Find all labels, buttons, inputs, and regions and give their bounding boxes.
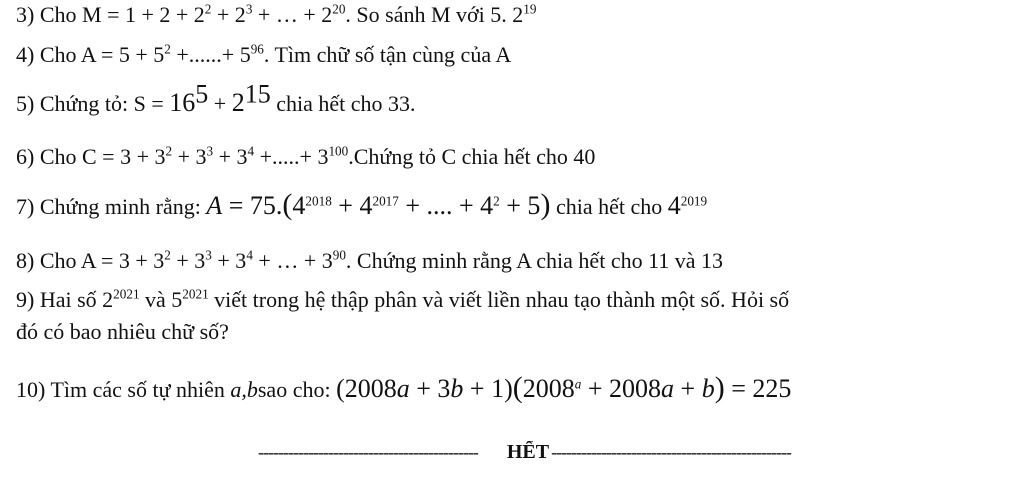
exponent: 2: [493, 193, 500, 209]
problem-number: 8): [16, 248, 35, 273]
problem-text: đó có bao nhiêu chữ số?: [16, 319, 229, 344]
math-base: 16: [169, 88, 196, 117]
exponent: 3: [245, 1, 253, 17]
problem-text: .Chứng tỏ C chia hết cho 40: [348, 144, 596, 169]
exponent: 3: [206, 143, 214, 159]
math-term: + 4: [331, 191, 373, 220]
math-term: + 5: [499, 191, 541, 220]
problem-9-continuation: [16, 319, 229, 345]
exponent: 4: [246, 247, 253, 263]
problem-number: 7): [16, 194, 35, 219]
math-term: + … + 3: [252, 248, 333, 273]
problem-4: [16, 42, 511, 68]
math-variable: A: [206, 191, 223, 220]
divider-right: ------------------------------------------------: [551, 442, 791, 462]
math-term: +......+ 5: [170, 42, 251, 67]
math-term: = 75.: [222, 191, 283, 220]
problem-3: [16, 2, 536, 28]
math-term: + 3: [211, 248, 247, 273]
exponent: 3: [205, 247, 212, 263]
open-paren: (: [282, 188, 293, 221]
math-term: +: [674, 374, 702, 403]
divider-left: --------------------------------------------: [258, 442, 478, 462]
math-variable: a,b: [230, 377, 258, 402]
problem-number: 3): [16, 2, 35, 27]
problem-text: . Chứng minh rằng A chia hết cho 11 và 13: [345, 248, 724, 273]
exponent: 15: [244, 79, 271, 109]
exponent: 96: [250, 41, 264, 57]
problem-text: viết trong hệ thập phân và viết liền nhau tạo thành một số. Hỏi số: [208, 287, 790, 312]
exponent: 20: [332, 1, 346, 17]
problem-text: sao cho:: [257, 377, 337, 402]
math-term: + … + 2: [252, 2, 333, 27]
math-term: +: [208, 91, 232, 116]
math-term: +.....+ 3: [254, 144, 329, 169]
exponent: 2021: [182, 286, 209, 302]
problem-number: 9): [16, 287, 35, 312]
math-variable: b: [450, 374, 464, 403]
problem-9: [16, 287, 789, 313]
math-base: 4: [667, 191, 681, 220]
exponent: 2018: [305, 193, 332, 209]
exponent: 2: [204, 1, 212, 17]
problem-number: 5): [16, 91, 35, 116]
problem-number: 10): [16, 377, 46, 402]
exponent: 100: [328, 143, 349, 159]
close-paren: ): [714, 371, 725, 404]
math-base: 5: [171, 287, 183, 312]
problem-text: Tìm các số tự nhiên: [50, 377, 231, 402]
problem-text: Cho A = 5 + 5: [39, 42, 165, 67]
problem-8: [16, 248, 723, 274]
exponent: 5: [195, 79, 209, 109]
math-base: 4: [292, 191, 306, 220]
math-base: 2008: [522, 374, 575, 403]
math-term: + 3: [213, 144, 248, 169]
problem-text: . So sánh M với 5. 2: [345, 2, 524, 27]
exponent: 19: [523, 1, 537, 17]
math-term: + 1): [463, 374, 513, 403]
problem-text: và: [139, 287, 172, 312]
exponent: 2019: [680, 193, 708, 209]
close-paren: ): [540, 188, 551, 221]
problem-number: 4): [16, 42, 35, 67]
problem-text: Cho A = 3 + 3: [39, 248, 165, 273]
math-term: + 2008: [581, 374, 662, 403]
exponent: 2017: [372, 193, 399, 209]
math-base: 2: [231, 88, 245, 117]
math-variable: a: [396, 374, 410, 403]
problem-5: [16, 79, 416, 117]
exponent: 2: [164, 247, 171, 263]
exponent: a: [574, 376, 582, 392]
end-label: HẾT: [506, 441, 550, 463]
math-term: + 2: [211, 2, 246, 27]
math-term: (2008: [336, 374, 397, 403]
problem-7: [16, 188, 708, 221]
problem-text: chia hết cho 33.: [270, 91, 416, 116]
math-base: 2: [102, 287, 114, 312]
problem-text: Hai số: [39, 287, 103, 312]
math-term: + 3: [409, 374, 451, 403]
problem-6: [16, 144, 595, 170]
problem-number: 6): [16, 144, 35, 169]
problem-text: . Tìm chữ số tận cùng của A: [263, 42, 512, 67]
exponent: 90: [332, 247, 346, 263]
problem-text: chia hết cho: [550, 194, 668, 219]
end-marker: [258, 441, 798, 464]
exponent: 2021: [113, 286, 140, 302]
math-variable: a: [661, 374, 675, 403]
exponent: 4: [247, 143, 255, 159]
math-term: + 3: [172, 144, 207, 169]
open-paren: (: [512, 371, 523, 404]
problem-text: Chứng minh rằng:: [39, 194, 207, 219]
math-term: = 225: [724, 374, 792, 403]
math-variable: b: [701, 374, 715, 403]
exponent: 2: [164, 41, 171, 57]
problem-text: Chứng tỏ: S =: [39, 91, 170, 116]
math-term: + .... + 4: [398, 191, 494, 220]
math-term: + 3: [170, 248, 206, 273]
problem-text: Cho M = 1 + 2 + 2: [39, 2, 205, 27]
problem-text: Cho C = 3 + 3: [39, 144, 166, 169]
exponent: 2: [165, 143, 173, 159]
problem-10: [16, 371, 792, 404]
